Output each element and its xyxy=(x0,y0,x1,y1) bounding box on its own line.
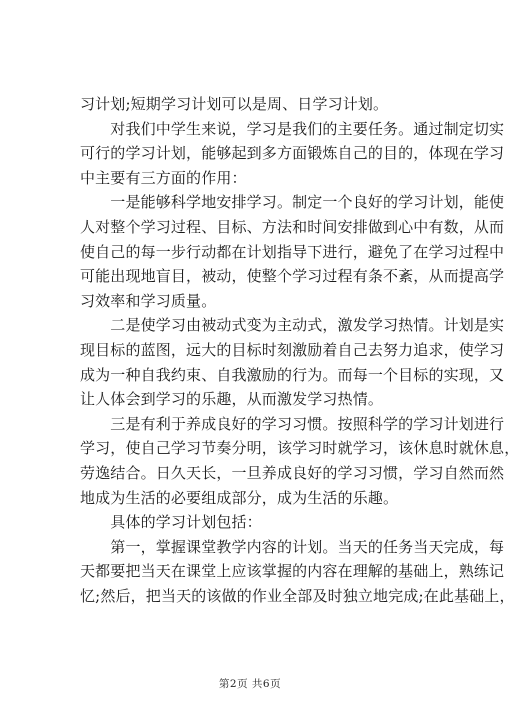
text-line: 可能出现地盲目，被动，使整个学习过程有条不紊，从而提高学 xyxy=(80,267,505,286)
text-line: 使自己的每一步行动都在计划指导下进行，避免了在学习过程中 xyxy=(80,242,505,261)
text-line: 习计划;短期学习计划可以是周、日学习计划。 xyxy=(80,95,389,113)
page-number-footer: 第2页 共6页 xyxy=(218,678,282,690)
text-line: 学习，使自己学习节奏分明，该学习时就学习，该休息时就休息， xyxy=(80,439,519,458)
text-line: 天都要把当天在课堂上应该掌握的内容在理解的基础上，熟练记 xyxy=(80,562,505,581)
text-line: 成为一种自我约束、自我激励的行为。而每一个目标的实现，又 xyxy=(80,365,505,384)
text-line: 习效率和学习质量。 xyxy=(80,291,217,310)
text-line: 劳逸结合。日久天长，一旦养成良好的学习习惯，学习自然而然 xyxy=(80,463,505,482)
text-line: 三是有利于养成良好的学习习惯。按照科学的学习计划进行 xyxy=(80,414,505,433)
text-line: 中主要有三方面的作用： xyxy=(80,168,247,187)
text-line: 一是能够科学地安排学习。制定一个良好的学习计划，能使 xyxy=(80,193,505,212)
text-line: 地成为生活的必要组成部分，成为生活的乐趣。 xyxy=(80,488,399,507)
text-line: 现目标的蓝图，远大的目标时刻激励着自己去努力追求，使学习 xyxy=(80,340,505,359)
text-line: 对我们中学生来说，学习是我们的主要任务。通过制定切实 xyxy=(80,119,505,138)
text-line: 让人体会到学习的乐趣，从而激发学习热情。 xyxy=(80,390,384,409)
text-line: 二是使学习由被动式变为主动式，激发学习热情。计划是实 xyxy=(80,316,505,335)
text-line: 人对整个学习过程、目标、方法和时间安排做到心中有数，从而 xyxy=(80,217,505,236)
text-line: 第一，掌握课堂教学内容的计划。当天的任务当天完成，每 xyxy=(80,537,505,556)
text-line: 可行的学习计划，能够起到多方面锻炼自己的目的，体现在学习 xyxy=(80,144,505,163)
text-line: 具体的学习计划包括： xyxy=(80,513,262,532)
text-line: 忆;然后，把当天的该做的作业全部及时独立地完成;在此基础上， xyxy=(80,586,515,605)
body-text xyxy=(80,92,519,608)
